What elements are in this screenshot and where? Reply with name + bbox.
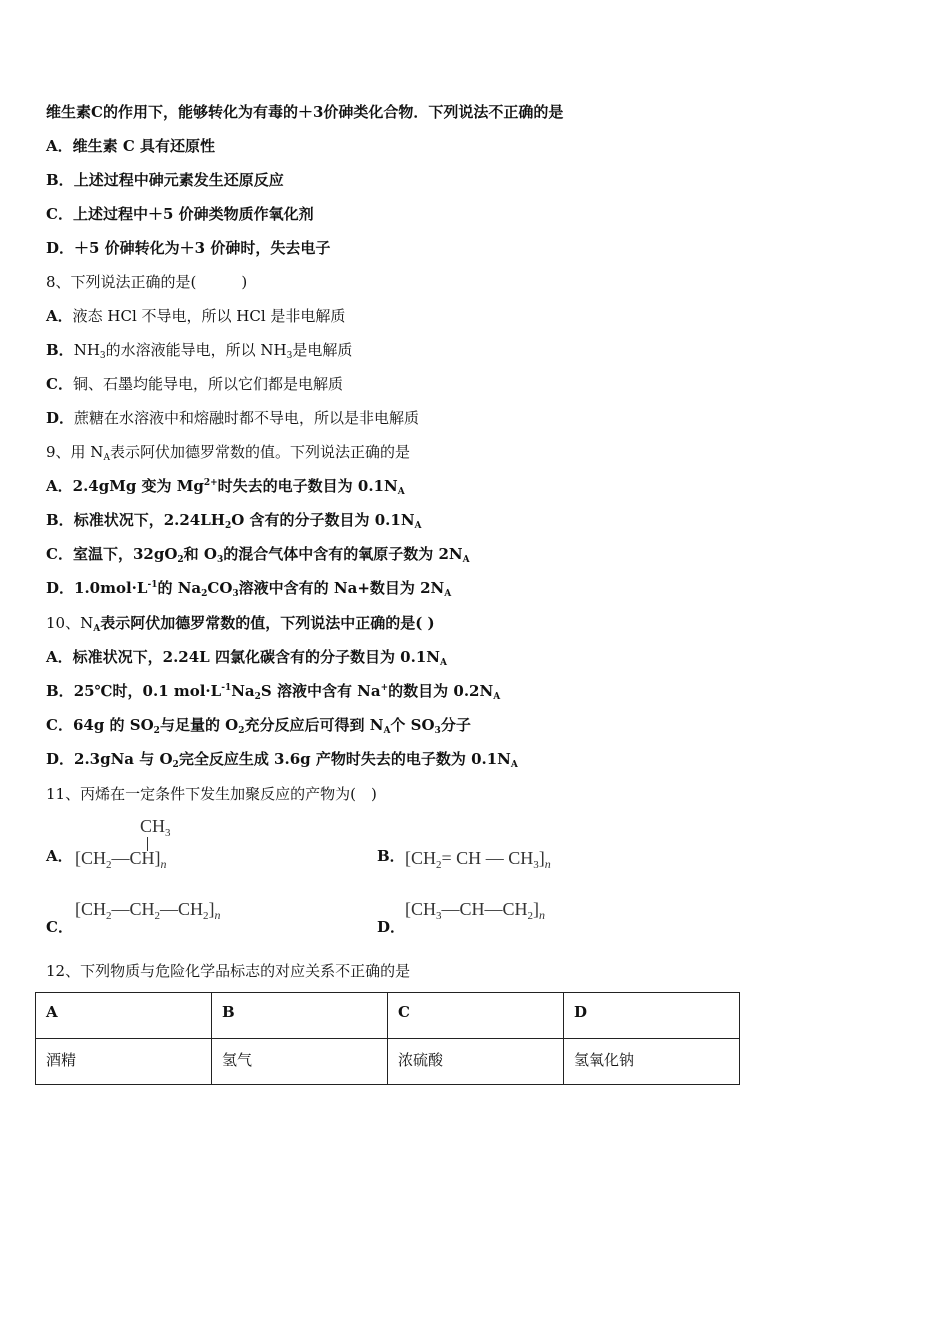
q11-b-formula: [$CH_2=$ CH — $CH_3]_n$ [405, 848, 551, 871]
table-header-cell: A [36, 993, 212, 1039]
table-cell: 酒精 [36, 1039, 212, 1085]
q11-d-formula: $[CH_3—CH—CH_2]_n$ [405, 899, 546, 922]
q11-option-d-label: D． [377, 918, 406, 936]
q8-option-c: C．铜、石墨均能导电，所以它们都是电解质 [46, 375, 343, 393]
q8-option-d: D．蔗糖在水溶液中和熔融时都不导电，所以是非电解质 [46, 409, 420, 427]
table-header-cell: B [212, 993, 388, 1039]
bracket-right: ] [154, 848, 161, 868]
q12-stem: 12、下列物质与危险化学品标志的对应关系不正确的是 [46, 962, 411, 980]
q12-table [35, 992, 740, 1085]
q8-stem: 8、下列说法正确的是( ) [46, 273, 248, 291]
q8-option-a: A．液态 HCl 不导电，所以 HCl 是非电解质 [46, 307, 346, 325]
q11-option-c-label: C． [46, 918, 73, 936]
q10-option-a: A．标准状况下，2.24L 四氯化碳含有的分子数目为 $0.1N_A$ [46, 648, 447, 668]
q11-stem: 11、丙烯在一定条件下发生加聚反应的产物为( ) [46, 785, 377, 803]
q11-a-branch: $CH_3$ [140, 816, 171, 839]
table-header-cell: D [564, 993, 740, 1039]
q11-c-formula: $[CH_2—CH_2—CH_2]_n$ [75, 899, 221, 922]
q9-option-b: B．标准状况下，$2.24LH_2O$ 含有的分子数目为 $0.1N_A$ [46, 511, 422, 531]
table-row [36, 1039, 740, 1085]
q10-option-c: C．64g 的 $SO_2$与足量的 $O_2$充分反应后可得到 $N_A$个 $SO_3$分子 [46, 716, 471, 736]
q7-option-c: C．上述过程中＋5 价砷类物质作氧化剂 [46, 205, 314, 223]
q11-a-formula: $[CH_2—CH]_n$ [75, 848, 167, 871]
q9-stem: 9、用 $N_A$表示阿伏加德罗常数的值。下列说法正确的是 [46, 443, 410, 463]
q10-option-d: D．2.3gNa 与 $O_2$完全反应生成 3.6g 产物时失去的电子数为 $0.1N_A$ [46, 750, 518, 770]
q8-option-b: B．$NH_3$的水溶液能导电，所以 $NH_3$是电解质 [46, 341, 353, 361]
bracket-left: [ [75, 848, 81, 868]
q7-stem: 维生素C的作用下，能够转化为有毒的＋3价砷类化合物．下列说法不正确的是 [46, 103, 564, 121]
q10-option-b: B．25℃时，0.1 $mol\cdot L^{-1}Na_2S$ 溶液中含有 Na+的数目为 $0.2N_A$ [46, 682, 501, 702]
table-header-row [36, 993, 740, 1039]
q7-option-a: A．维生素 C 具有还原性 [46, 137, 216, 155]
q9-option-c: C．室温下，$32gO_2$和 $O_3$的混合气体中含有的氧原子数为 $2N_A$ [46, 545, 470, 565]
q10-stem: 10、$N_A$表示阿伏加德罗常数的值，下列说法中正确的是( ) [46, 614, 435, 634]
table-cell: 浓硫酸 [388, 1039, 564, 1085]
q9-option-d: D．$1.0mol\cdot L^{-1}$的 $Na_2CO_3$溶液中含有的 Na+数目为 $2N_A$ [46, 579, 452, 599]
table-cell: 氢气 [212, 1039, 388, 1085]
table-cell: 氢氧化钠 [564, 1039, 740, 1085]
q7-option-d: D．＋5 价砷转化为＋3 价砷时，失去电子 [46, 239, 331, 257]
q11-option-a-label: A． [46, 847, 73, 865]
table-header-cell: C [388, 993, 564, 1039]
q9-option-a: A．2.4gMg 变为 $Mg^{2+}$时失去的电子数目为 $0.1N_A$ [46, 477, 405, 497]
q11-option-b-label: B． [377, 847, 405, 865]
q7-option-b: B．上述过程中砷元素发生还原反应 [46, 171, 284, 189]
